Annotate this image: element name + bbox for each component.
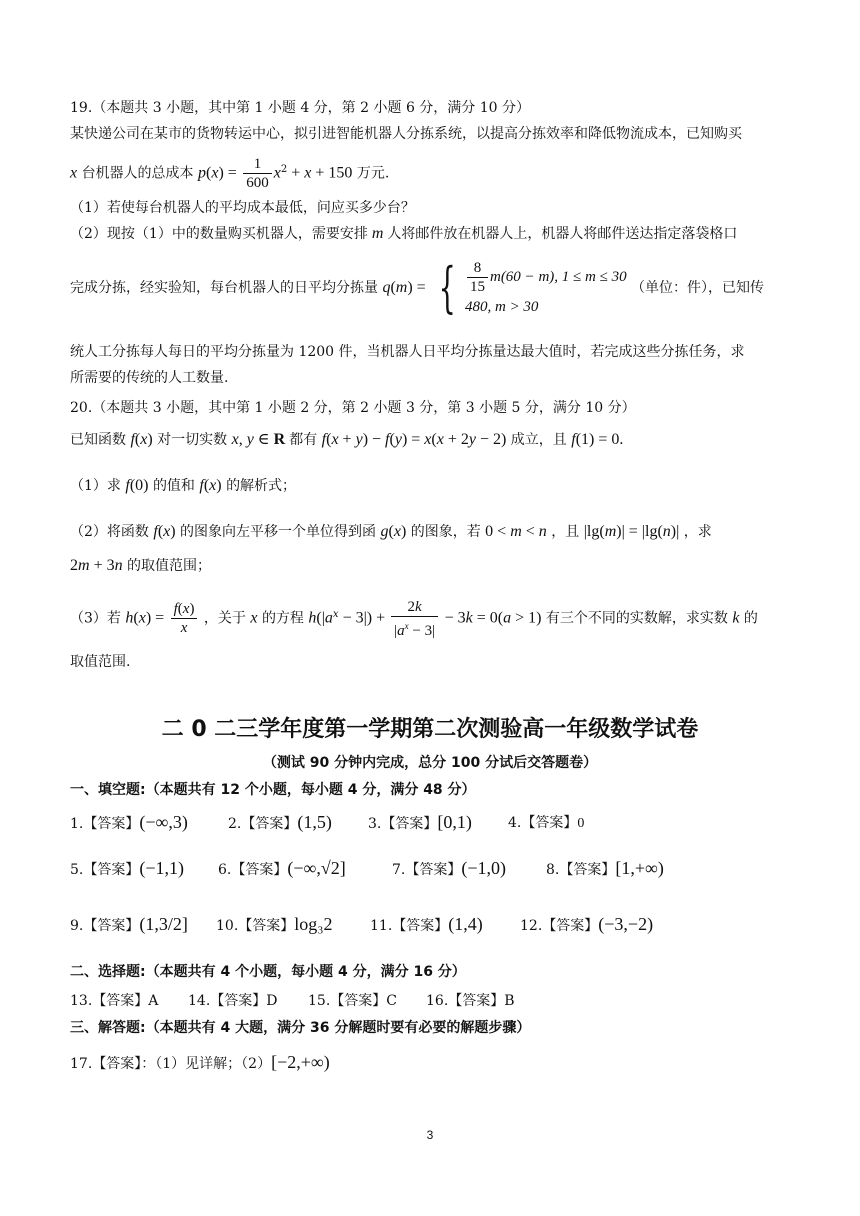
section3-heading: 三、解答题:（本题共有 4 大题，满分 36 分解题时要有必要的解题步骤）	[70, 1020, 531, 1036]
fill-answer: 9.【答案】(1,3/2]	[70, 914, 188, 934]
answer-key-subtitle: （测试 90 分钟内完成，总分 100 分试后交答题卷）	[262, 755, 598, 771]
fill-answer: 11.【答案】(1,4)	[370, 914, 483, 934]
fill-answer: 5.【答案】(−1,1)	[70, 858, 184, 878]
fill-answer: 7.【答案】(−1,0)	[392, 858, 506, 878]
q19-part2-line3: 统人工分拣每人每日的平均分拣量为 1200 件，当机器人日平均分拣量达最大值时，若完成这些分拣任务，求	[70, 344, 745, 360]
choice-answer: 14.【答案】D	[188, 993, 278, 1009]
fraction: $\frac{1}{600}$	[243, 155, 272, 192]
fill-answer: 8.【答案】[1,+∞)	[546, 858, 664, 878]
q19-line1: 某快递公司在某市的货物转运中心，拟引进智能机器人分拣系统，以提高分拣效率和降低物流成本，已知购买	[70, 126, 742, 142]
q20-line1: 已知函数 f(x) 对一切实数 x, y ∈ R 都有 f(x + y) − f(y) = x(x + 2y − 2) 成立，且 f(1) = 0.	[70, 431, 624, 448]
q19-part2-line1: （2）现按（1）中的数量购买机器人，需要安排 m 人将邮件放在机器人上，机器人将邮件送达指定落袋格口	[70, 225, 738, 242]
fill-answer: 6.【答案】(−∞,√2]	[218, 858, 346, 878]
q20-part3-line1: （3）若 h(x) = $\frac{f(x)}{x}$ ，关于 x 的方程 $h(|a^x - 3|)$ + $\frac{2k}{|a^x - 3|}$ − 3k = 0(a > 1) 有三个不同的实数解，求实数 k 的	[70, 598, 758, 639]
fill-answer: 4.【答案】0	[508, 815, 585, 831]
q20-part2-line2: 2m + 3n 的取值范围；	[70, 557, 212, 574]
choice-answer: 15.【答案】C	[308, 993, 397, 1009]
piecewise-definition: $\frac{8}{15}$ m(60 − m), 1 ≤ m ≤ 30 480, m > 30	[464, 259, 627, 315]
section2-heading: 二、选择题:（本题共有 4 个小题，每小题 4 分，满分 16 分）	[70, 964, 466, 980]
fill-answer: 12.【答案】(−3,−2)	[520, 914, 654, 934]
q19-part2-line2: 完成分拣，经实验知，每台机器人的日平均分拣量 q(m) = { $\frac{8}{15}$ m(60 − m), 1 ≤ m ≤ 30 480, m > 30 （单位：件），已知传	[70, 256, 765, 319]
q20-part2-line1: （2）将函数 f(x) 的图象向左平移一个单位得到函 g(x) 的图象，若 0 < m < n ，且 |lg(m)| = |lg(n)| ，求	[70, 523, 712, 540]
section1-heading: 一、填空题:（本题共有 12 个小题，每小题 4 分，满分 48 分）	[70, 782, 476, 798]
fill-answer: 10.【答案】log₃2	[216, 914, 333, 934]
q20-part1: （1）求 f(0) 的值和 f(x) 的解析式；	[70, 477, 297, 494]
q19-part2-line4: 所需要的传统的人工数量.	[70, 370, 229, 386]
fill-answer: 2.【答案】(1,5)	[228, 812, 332, 832]
choice-answer: 16.【答案】B	[426, 993, 515, 1009]
q19-part1: （1）若使每台机器人的平均成本最低，问应买多少台？	[70, 200, 415, 216]
fill-answer: 3.【答案】[0,1)	[368, 812, 472, 832]
q19-header: 19.（本题共 3 小题，其中第 1 小题 4 分，第 2 小题 6 分，满分 10 分）	[70, 100, 531, 116]
choice-answer: 13.【答案】A	[70, 993, 159, 1009]
q19-line2: x 台机器人的总成本 p(x) = $\frac{1}{600}$ $x^2 + x + 150$ 万元.	[70, 156, 390, 192]
q20-part3-line2: 取值范围.	[70, 654, 131, 670]
q20-header: 20.（本题共 3 小题，其中第 1 小题 2 分，第 2 小题 3 分，第 3 小题 5 分，满分 10 分）	[70, 400, 636, 416]
answer-key-title: 二 0 二三学年度第一学期第二次测验高一年级数学试卷	[161, 717, 699, 742]
fill-answer: 1.【答案】(−∞,3)	[70, 812, 188, 832]
q17-answer: 17.【答案】：（1）见详解；（2）[−2,+∞)	[70, 1052, 330, 1072]
page-number: 3	[426, 1128, 434, 1142]
